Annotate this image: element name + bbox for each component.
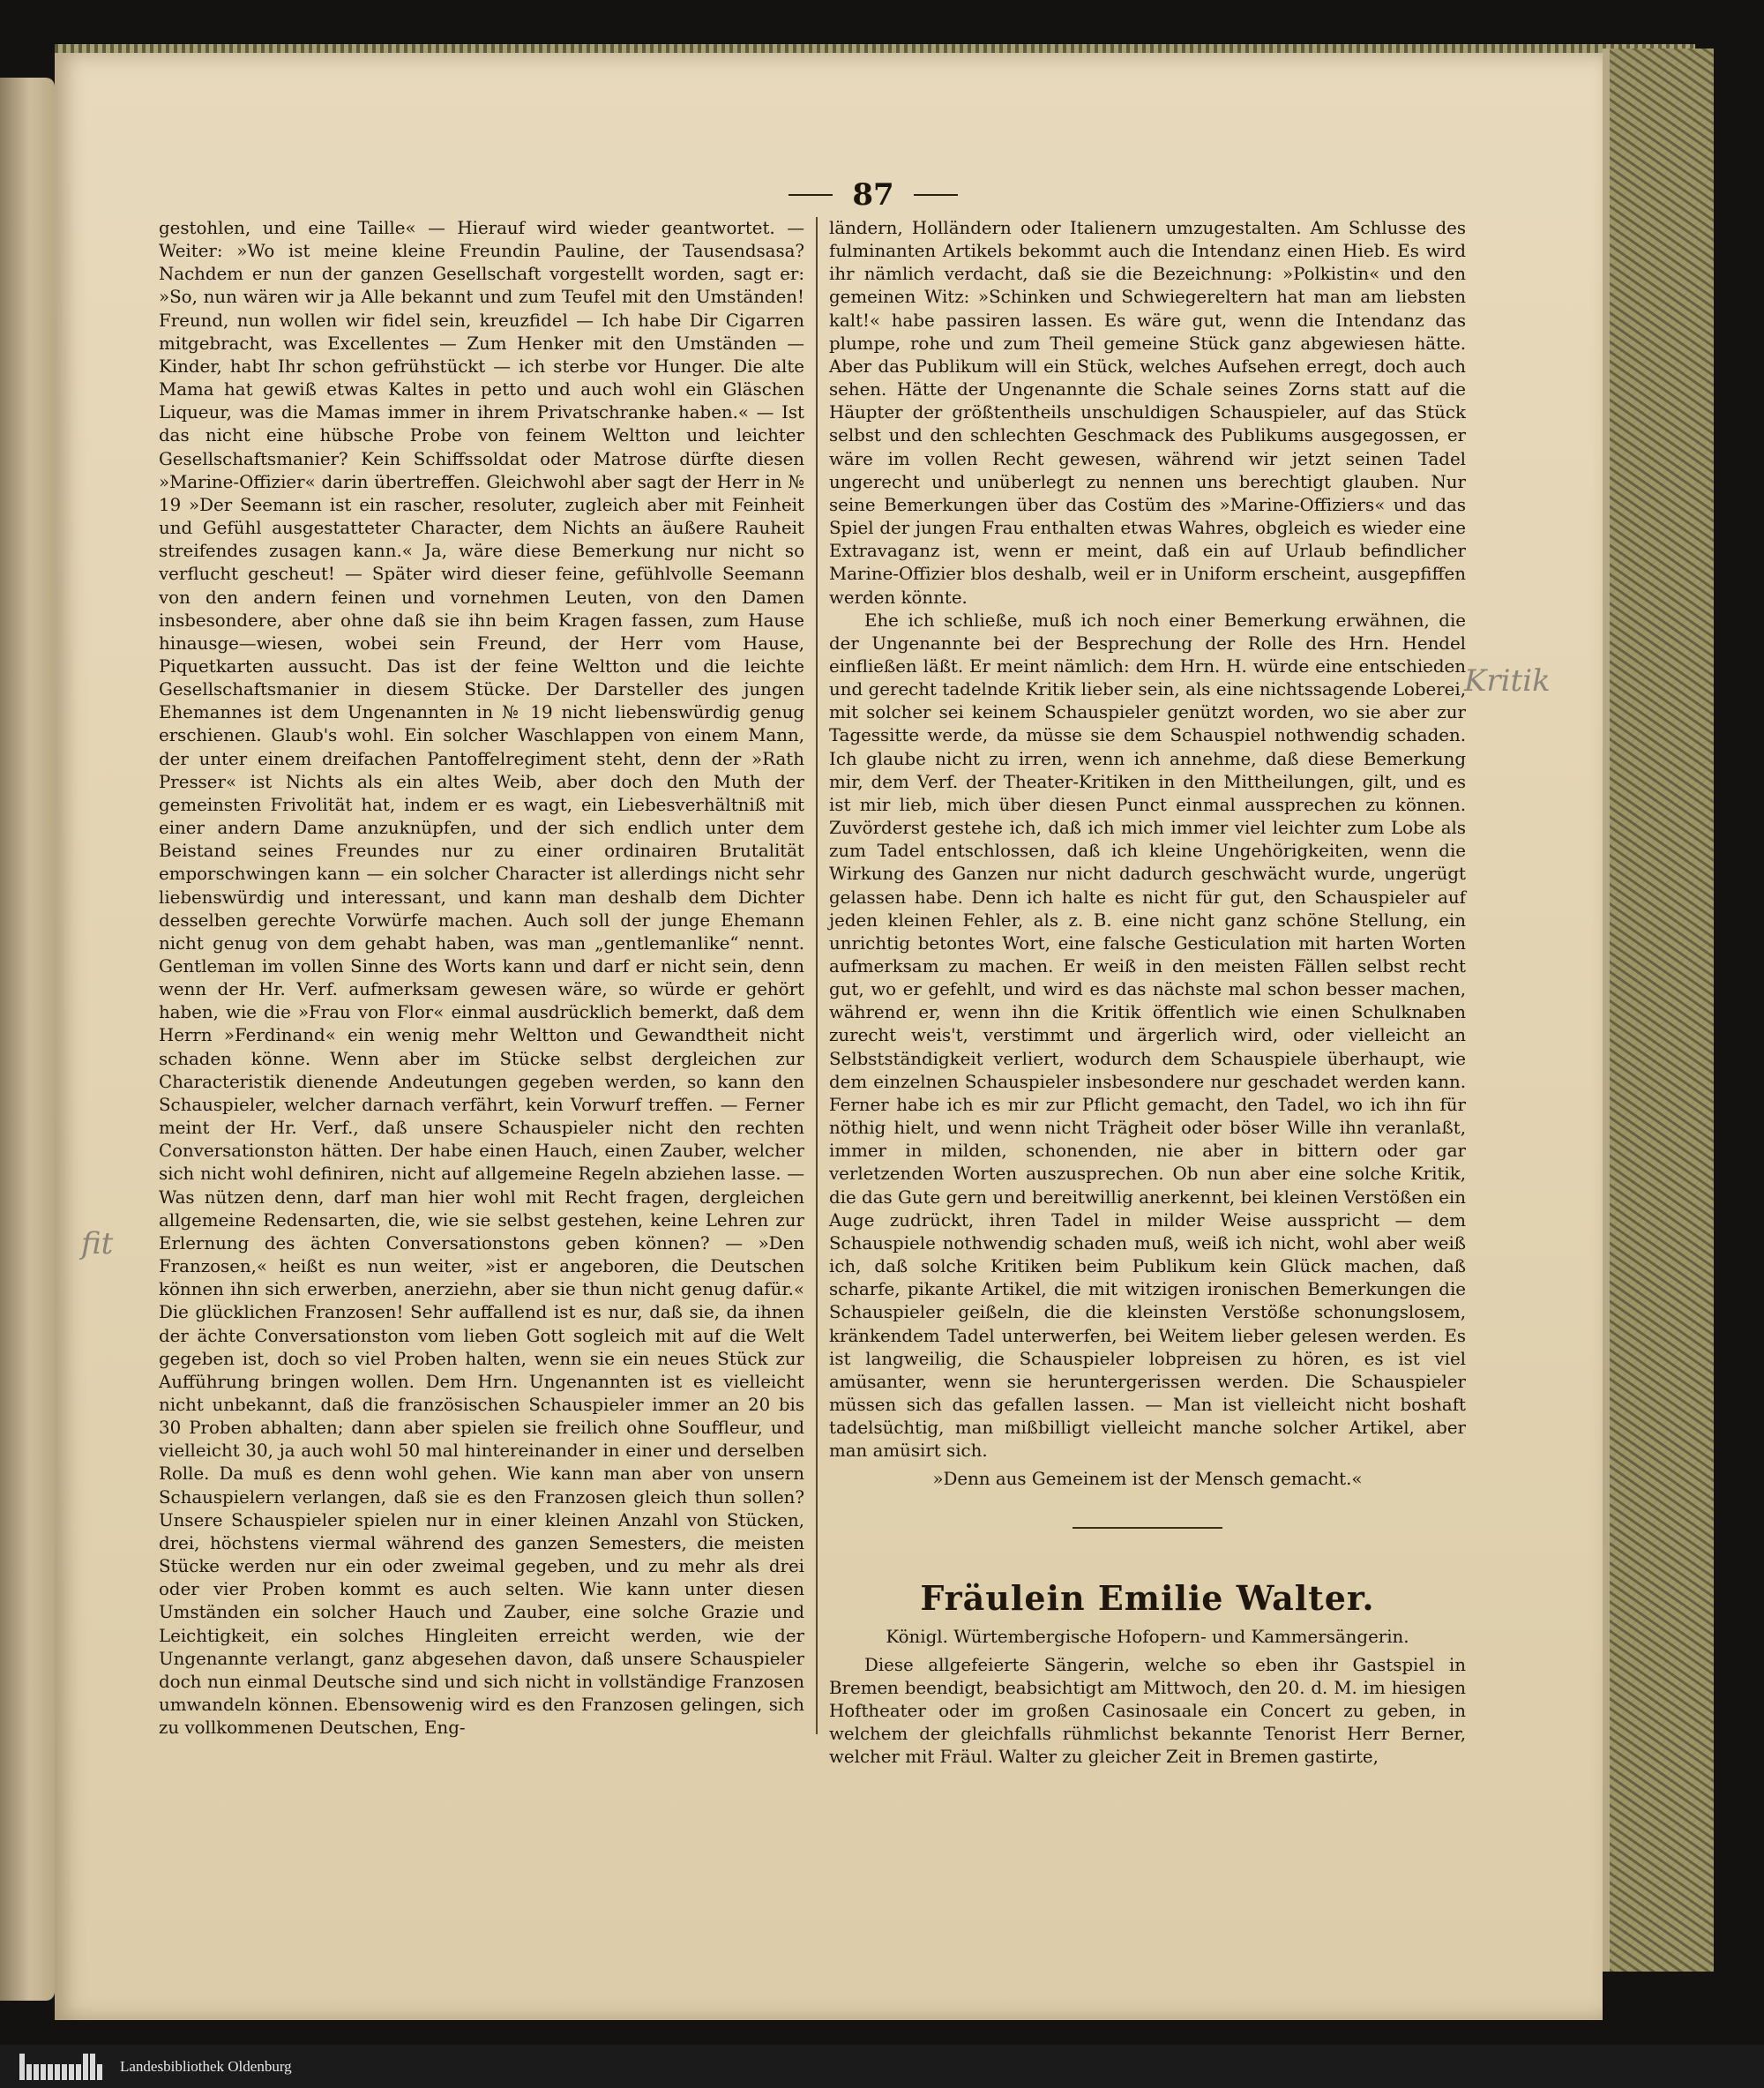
column-divider <box>816 217 818 1734</box>
right-column <box>829 217 1466 1770</box>
right-paragraph-1: ländern, Holländern oder Italienern umzugestalten. Am Schlusse des fulminanten Artikels bekommt auch die Intendanz einen Hieb. Es wird ihr nämlich verdacht, daß sie die Bezeichnung: »Polkistin« und den gemeinen Witz: »Schinken und Schwiegereltern hat man am liebsten kalt!« habe passiren lassen. Es wäre gut, wenn die Intendanz das plumpe, rohe und zum Theil gemeine Stück ganz abgewiesen hätte. Aber das Publikum will ein Stück, welches Aufsehen erregt, doch auch sehen. Hätte der Ungenannte die Schale seines Zorns statt auf die Häupter der größtentheils unschuldigen Schauspieler, auf das Stück selbst und den schlechten Geschmack des Publikums ausgegossen, er wäre im vollen Recht gewesen, während wir jetzt seinen Tadel ungerecht und unüberlegt zu nennen uns berechtigt glauben. Nur seine Bemerkungen über das Costüm des »Marine-Offiziers« und das Spiel der jungen Frau enthalten etwas Wahres, obgleich es wieder eine Extravaganz ist, wenn er meint, daß ein auf Urlaub befindlicher Marine-Offizier blos deshalb, weil er in Uniform erscheint, ausgepfiffen werden könnte. <box>829 218 1466 608</box>
header-dash-left <box>789 194 833 196</box>
left-column <box>159 217 804 1740</box>
margin-note-right: Kritik <box>1464 663 1551 699</box>
article-body: Diese allgefeierte Sängerin, welche so eben ihr Gastspiel in Bremen beendigt, beabsichtigt am Mittwoch, den 20. d. M. im hiesigen Hoftheater oder im großen Casinosaale ein Concert zu geben, in welchem der gleichfalls rühmlichst bekannte Tenorist Herr Berner, welcher mit Fräul. Walter zu gleicher Zeit in Bremen gastirte, <box>829 1654 1466 1768</box>
motto-quote: »Denn aus Gemeinem ist der Mensch gemacht.« <box>932 1469 1363 1490</box>
previous-page-edge <box>0 78 55 2001</box>
marbled-book-edge <box>1603 49 1714 1972</box>
margin-note-left: fit <box>81 1226 114 1261</box>
right-paragraph-2: Ehe ich schließe, muß ich noch einer Bemerkung erwähnen, die der Ungenannte bei der Besprechung der Rolle des Hrn. Hendel einfließen läßt. Er meint nämlich: dem Hrn. H. würde eine entschieden und gerecht tadelnde Kritik lieber sein, als eine nichtssagende Loberei, mit solcher sei keinem Schauspieler genützt worden, wo sie aber zur Tagessitte werde, da müsse sie dem Schauspiel nothwendig schaden. Ich glaube nicht zu irren, wenn ich annehme, daß diese Bemerkung mir, dem Verf. der Theater-Kritiken in den Mittheilungen, gilt, und es ist mir lieb, mich über diesen Punct einmal aussprechen zu können. Zuvörderst gestehe ich, daß ich mich immer viel leichter zum Lobe als zum Tadel entschlossen, daß ich kleine Ungehörigkeiten, wenn die Wirkung des Ganzen nur nicht dadurch geschwächt wurde, ungerügt gelassen habe. Denn ich halte es nicht für gut, den Schauspieler auf jeden kleinen Fehler, als z. B. eine nicht ganz schöne Stellung, ein unrichtig betontes Wort, eine falsche Gesticulation mit harten Worten aufmerksam zu machen. Er weiß in den meisten Fällen selbst recht gut, wo er gefehlt, und wird es das nächste mal schon besser machen, während er, wenn ihn die Kritik öffentlich wie einen Schulknaben zurecht weis't, verstimmt und ärgerlich wird, oder vielleicht an Selbstständigkeit verliert, wodurch dem Schauspiele überhaupt, wie dem einzelnen Schauspieler insbesondere nur geschadet werden kann. Ferner habe ich es mir zur Pflicht gemacht, den Tadel, wo ich ihn für nöthig hielt, und wenn nicht Trägheit oder böser Wille ihn veranlaßt, immer in milden, schonenden, nie aber in bittern oder gar verletzenden Worten auszusprechen. Ob nun aber eine solche Kritik, die das Gute gern und bereitwillig anerkennt, bei kleinen Verstößen ein Auge zudrückt, ihren Tadel in milder Weise ausspricht — dem Schauspiele nothwendig schaden muß, weiß ich nicht, wohl aber weiß ich, daß solche Kritiken beim Publikum kein Glück machen, daß scharfe, pikante Artikel, die mit witzigen ironischen Bemerkungen die Schauspieler geißeln, die die kleinsten Verstöße schonungslosem, kränkendem Tadel unterwerfen, bei Weitem lieber gelesen werden. Es ist langweilig, die Schauspieler lobpreisen zu hören, es ist viel amüsanter, wenn sie heruntergerissen werden. Die Schauspieler müssen sich das gefallen lassen. — Man ist vielleicht nicht boshaft tadelsüchtig, man mißbilligt vielleicht manche solcher Artikel, aber man amüsirt sich. <box>829 610 1466 1462</box>
page-number: 87 <box>852 177 894 213</box>
library-name: Landesbibliothek Oldenburg <box>120 2057 292 2075</box>
article-subtitle: Königl. Würtembergische Hofopern- und Kammersängerin. <box>886 1626 1409 1647</box>
page-header <box>759 175 988 215</box>
header-dash-right <box>914 194 958 196</box>
library-building-icon <box>19 2054 108 2080</box>
footer-bar <box>0 2045 1764 2088</box>
article-title: Fräulein Emilie Walter. <box>920 1577 1375 1618</box>
section-divider <box>1073 1527 1222 1529</box>
left-paragraph: gestohlen, und eine Taille« — Hierauf wird wieder geantwortet. — Weiter: »Wo ist meine kleine Freundin Pauline, der Tausendsasa? Nachdem er nun der ganzen Gesellschaft vorgestellt worden, sagt er: »So, nun wären wir ja Alle bekannt und zum Teufel mit den Umständen! Freund, nun wollen wir fidel sein, kreuzfidel — Ich habe Dir Cigarren mitgebracht, was Excellentes — Zum Henker mit den Umständen — Kinder, habt Ihr schon gefrühstückt — ich sterbe vor Hunger. Die alte Mama hat gewiß etwas Kaltes in petto und auch wohl ein Gläschen Liqueur, was die Mamas immer in ihrem Privatschranke haben.« — Ist das nicht eine hübsche Probe von feinem Weltton und leichter Gesellschaftsmanier? Kein Schiffssoldat oder Matrose dürfte diesen »Marine-Offizier« darin übertreffen. Gleichwohl aber sagt der Herr in № 19 »Der Seemann ist ein rascher, resoluter, zugleich aber mit Feinheit und Gefühl ausgestatteter Character, dem Nichts an äußere Rauheit streifendes zusagen kann.« Ja, wäre diese Bemerkung nur nicht so verflucht gescheut! — Später wird dieser feine, gefühlvolle Seemann von den andern feinen und vornehmen Leuten, von den Damen insbesondere, aber ohne daß sie ihn beim Kragen fassen, zum Hause hinausge—wiesen, wobei sein Freund, der Herr vom Hause, Piquetkarten aussucht. Das ist der feine Weltton und die leichte Gesellschaftsmanier in diesem Stücke. Der Darsteller des jungen Ehemannes ist dem Ungenannten in № 19 nicht liebenswürdig genug erschienen. Glaub's wohl. Ein solcher Waschlappen von einem Mann, der unter einem dreifachen Pantoffelregiment steht, denn der »Rath Presser« ist Nichts als ein altes Weib, aber doch den Muth der gemeinsten Frivolität hat, indem er es wagt, ein Liebesverhältniß mit einer andern Dame anzuknüpfen, und der sich endlich unter dem Beistand seines Freundes nur zu einer ordinairen Brutalität emporschwingen kann — ein solcher Character ist allerdings nicht sehr liebenswürdig und interessant, und kann man deshalb dem Dichter desselben gerechte Vorwürfe machen. Auch soll der junge Ehemann nicht genug von dem gehabt haben, was man „gentlemanlike“ nennt. Gentleman im vollen Sinne des Worts kann und darf er nicht sein, denn wenn der Hr. Verf. aufmerksam gewesen wäre, so würde er gehört haben, wie die »Frau von Flor« einmal ausdrücklich bemerkt, daß dem Herrn »Ferdinand« ein wenig mehr Weltton und Gewandtheit nicht schaden könne. Wenn aber im Stücke selbst dergleichen zur Characteristik dienende Andeutungen gegeben werden, so kann den Schauspieler, welcher darnach verfährt, kein Vorwurf treffen. — Ferner meint der Hr. Verf., daß unsere Schauspieler nicht den rechten Conversationston hätten. Der habe einen Hauch, einen Zauber, welcher sich nicht wohl definiren, nicht auf allgemeine Regeln abziehen lasse. — Was nützen denn, darf man hier wohl mit Recht fragen, dergleichen allgemeine Redensarten, die, wie sie selbst gestehen, keine Lehren zur Erlernung des ächten Conversationstons geben können? — »Den Franzosen,« heißt es nun weiter, »ist er angeboren, die Deutschen können ihn sich erwerben, anerziehn, aber sie thun nicht genug dafür.« Die glücklichen Franzosen! Sehr auffallend ist es nur, daß sie, da ihnen der ächte Conversationston vom lieben Gott sogleich mit auf die Welt gegeben ist, doch so viel Proben halten, wenn sie ein neues Stück zur Aufführung bringen wollen. Dem Hrn. Ungenannten ist es vielleicht nicht unbekannt, daß die französischen Schauspieler immer an 20 bis 30 Proben abhalten; dann aber spielen sie freilich ohne Souffleur, und vielleicht 30, ja auch wohl 50 mal hintereinander in einer und derselben Rolle. Da muß es denn wohl gehen. Wie kann man aber von unsern Schauspielern verlangen, daß sie es den Franzosen gleich thun sollen? Unsere Schauspieler spielen nur in einer kleinen Anzahl von Stücken, drei, höchstens viermal während des ganzen Semesters, die meisten Stücke werden nur ein oder zweimal gegeben, und zu mehr als drei oder vier Proben kommt es auch selten. Wie kann unter diesen Umständen ein solcher Hauch und Zauber, eine solche Grazie und Leichtigkeit, ein solches Hingleiten erreicht werden, wie der Ungenannte verlangt, ganz abgesehen davon, daß unsere Schauspieler doch nun einmal Deutsche sind und sich nicht in vollständige Franzosen umwandeln können. Ebensowenig wird es den Franzosen gelingen, sich zu vollkommenen Deutschen, Eng- <box>159 218 804 1739</box>
